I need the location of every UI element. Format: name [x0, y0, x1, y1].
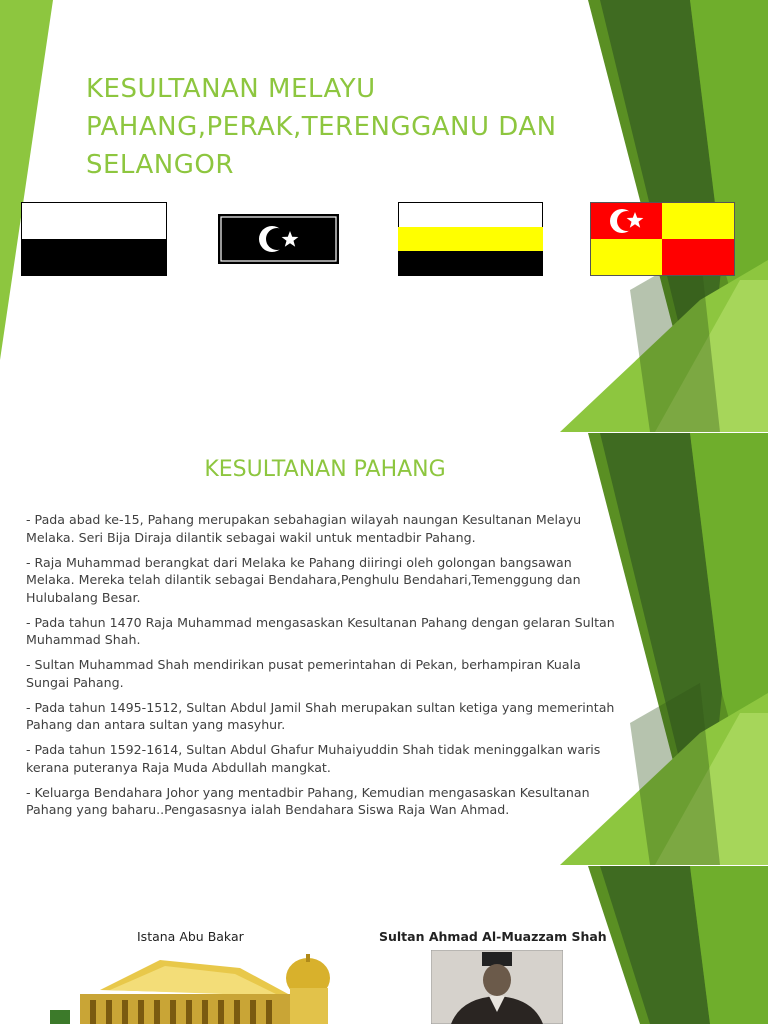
flag-selangor	[590, 202, 735, 276]
paragraph-list	[26, 511, 622, 826]
slide-3	[0, 866, 768, 1024]
caption-sultan: Sultan Ahmad Al-Muazzam Shah	[379, 929, 607, 944]
sultan-portrait	[431, 950, 563, 1024]
flag-perak	[398, 202, 543, 276]
paragraph: - Pada abad ke-15, Pahang merupakan sebahagian wilayah naungan Kesultanan Melayu Melaka. Seri Bija Diraja dilantik sebagai wakil untuk mentadbir Pahang.	[26, 512, 582, 545]
paragraph: - Keluarga Bendahara Johor yang mentadbir Pahang, Kemudian mengasaskan Kesultanan Pahang yang baharu..Pengasasnya ialah Bendahara Siswa Raja Wan Ahmad.	[26, 784, 590, 817]
caption-istana: Istana Abu Bakar	[137, 929, 244, 944]
istana-photo	[40, 950, 340, 1024]
paragraph: - Pada tahun 1592-1614, Sultan Abdul Ghafur Muhaiyuddin Shah tidak meninggalkan waris kerana puteranya Raja Muda Abdullah mangkat.	[26, 742, 601, 775]
flag-pahang	[21, 202, 167, 276]
paragraph: - Pada tahun 1470 Raja Muhammad mengasaskan Kesultanan Pahang dengan gelaran Sultan Muhammad Shah.	[26, 614, 615, 647]
slide-title: KESULTANAN MELAYU PAHANG,PERAK,TERENGGANU DAN SELANGOR	[86, 74, 557, 180]
section-heading: KESULTANAN PAHANG	[204, 457, 446, 482]
slide-2	[0, 433, 768, 865]
paragraph: - Sultan Muhammad Shah mendirikan pusat pemerintahan di Pekan, berhampiran Kuala Sungai Pahang.	[26, 657, 581, 690]
flag-terengganu	[218, 214, 339, 264]
slide-1	[0, 0, 768, 432]
paragraph: - Raja Muhammad berangkat dari Melaka ke Pahang diiringi oleh golongan bangsawan Melaka. Mereka telah dilantik sebagai Bendahara,Penghulu Bendahari,Temenggung dan Hulubalang Besar.	[26, 554, 581, 605]
paragraph: - Pada tahun 1495-1512, Sultan Abdul Jamil Shah merupakan sultan ketiga yang memerintah Pahang dan antara sultan yang masyhur.	[26, 699, 615, 732]
